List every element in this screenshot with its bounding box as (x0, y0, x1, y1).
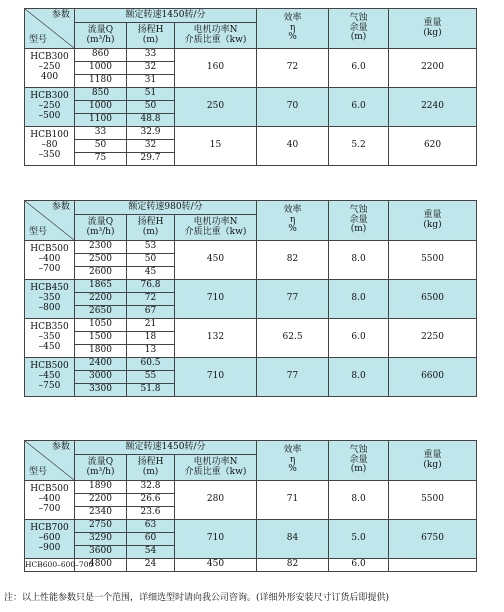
model-label: 型号 (29, 467, 48, 478)
model-cell: HCB500 –400 –700 (25, 241, 75, 280)
eff-cell: 82 (257, 559, 329, 572)
head-cell: 32.8 (127, 481, 175, 494)
npsh-cell: 5.0 (329, 520, 389, 559)
head-cell: 24 (127, 559, 175, 572)
model-cell: HCB300 –250 –500 (25, 88, 75, 127)
eff-header: 效率 η % (257, 441, 329, 481)
flow-cell: 2650 (75, 306, 127, 319)
power-cell: 710 (175, 280, 257, 319)
flow-cell: 3000 (75, 371, 127, 384)
weight-cell: 6750 (389, 520, 477, 559)
flow-cell: 2200 (75, 494, 127, 507)
npsh-cell: 5.2 (329, 127, 389, 166)
flow-cell: 2750 (75, 520, 127, 533)
flow-header: 流量Q (m³/h) (75, 215, 127, 241)
param-label: 参数 (51, 202, 70, 212)
power-header: 电机功率N 介质比重（kw) (175, 23, 257, 49)
flow-cell: 1180 (75, 75, 127, 88)
flow-cell: 2400 (75, 358, 127, 371)
spec-table-2 (24, 200, 477, 397)
power-cell: 450 (175, 241, 257, 280)
head-cell: 23.6 (127, 507, 175, 520)
power-cell: 710 (175, 358, 257, 397)
flow-cell: 1865 (75, 280, 127, 293)
head-cell: 60.5 (127, 358, 175, 371)
head-header: 扬程H (m) (127, 215, 175, 241)
weight-cell: 5500 (389, 241, 477, 280)
head-cell: 31 (127, 75, 175, 88)
model-cell: HCB350 –350 –450 (25, 319, 75, 358)
npsh-cell: 8.0 (329, 358, 389, 397)
footnote: 注：以上性能参数只是一个范围，详细选型时请向我公司咨询。(详细外形安装尺寸订货后即提供) (4, 593, 390, 603)
rated-speed: 额定转速1450转/分 (75, 441, 257, 455)
head-cell: 67 (127, 306, 175, 319)
weight-cell: 2240 (389, 88, 477, 127)
weight-header: 重量 (kg) (389, 9, 477, 49)
head-header: 扬程H (m) (127, 23, 175, 49)
flow-cell: 1890 (75, 481, 127, 494)
head-cell: 50 (127, 254, 175, 267)
head-cell: 32 (127, 62, 175, 75)
weight-cell (389, 559, 477, 572)
eff-cell: 77 (257, 280, 329, 319)
weight-cell: 6500 (389, 280, 477, 319)
head-cell: 51 (127, 88, 175, 101)
head-cell: 72 (127, 293, 175, 306)
rated-speed: 额定转速1450转/分 (75, 9, 257, 23)
weight-cell: 2250 (389, 319, 477, 358)
weight-header: 重量 (kg) (389, 201, 477, 241)
spec-table-3 (24, 440, 477, 572)
power-header: 电机功率N 介质比重（kw) (175, 215, 257, 241)
head-cell: 54 (127, 546, 175, 559)
model-cell: HCB500 –450 –750 (25, 358, 75, 397)
model-cell: HCB700 –600 –900 (25, 520, 75, 559)
weight-header: 重量 (kg) (389, 441, 477, 481)
model-cell: HCB450 –350 –800 (25, 280, 75, 319)
eff-cell: 62.5 (257, 319, 329, 358)
flow-cell: 2340 (75, 507, 127, 520)
rated-speed: 额定转速980转/分 (75, 201, 257, 215)
header-corner (25, 441, 75, 481)
flow-cell: 4800 (75, 559, 127, 572)
npsh-cell: 8.0 (329, 280, 389, 319)
model-cell: HCB100 –80 –350 (25, 127, 75, 166)
head-cell: 29.7 (127, 153, 175, 166)
power-cell: 450 (175, 559, 257, 572)
flow-cell: 50 (75, 140, 127, 153)
power-cell: 250 (175, 88, 257, 127)
header-corner (25, 201, 75, 241)
flow-cell: 2300 (75, 241, 127, 254)
npsh-cell: 8.0 (329, 481, 389, 520)
flow-cell: 1800 (75, 345, 127, 358)
npsh-cell: 6.0 (329, 49, 389, 88)
head-cell: 60 (127, 533, 175, 546)
weight-cell: 2200 (389, 49, 477, 88)
flow-header: 流量Q (m³/h) (75, 23, 127, 49)
flow-cell: 860 (75, 49, 127, 62)
flow-cell: 33 (75, 127, 127, 140)
head-cell: 21 (127, 319, 175, 332)
npsh-header: 气蚀 余量 (m) (329, 441, 389, 481)
model-label: 型号 (29, 35, 48, 46)
npsh-header: 气蚀 余量 (m) (329, 201, 389, 241)
model-cell: HCB300 –250 400 (25, 49, 75, 88)
head-cell: 63 (127, 520, 175, 533)
head-cell: 53 (127, 241, 175, 254)
flow-cell: 2200 (75, 293, 127, 306)
spec-table-1 (24, 8, 477, 166)
flow-cell: 3600 (75, 546, 127, 559)
weight-cell: 620 (389, 127, 477, 166)
flow-cell: 1050 (75, 319, 127, 332)
flow-cell: 1500 (75, 332, 127, 345)
eff-cell: 71 (257, 481, 329, 520)
flow-cell: 3300 (75, 384, 127, 397)
head-cell: 55 (127, 371, 175, 384)
flow-cell: 2600 (75, 267, 127, 280)
head-cell: 50 (127, 101, 175, 114)
head-cell: 51.8 (127, 384, 175, 397)
power-cell: 132 (175, 319, 257, 358)
power-cell: 160 (175, 49, 257, 88)
power-cell: 280 (175, 481, 257, 520)
head-cell: 33 (127, 49, 175, 62)
head-cell: 32.9 (127, 127, 175, 140)
header-corner (25, 9, 75, 49)
power-header: 电机功率N 介质比重（kw) (175, 455, 257, 481)
head-cell: 45 (127, 267, 175, 280)
weight-cell: 5500 (389, 481, 477, 520)
flow-cell: 1100 (75, 114, 127, 127)
eff-cell: 77 (257, 358, 329, 397)
flow-cell: 1000 (75, 101, 127, 114)
npsh-cell: 6.0 (329, 88, 389, 127)
flow-header: 流量Q (m³/h) (75, 455, 127, 481)
param-label: 参数 (51, 10, 70, 20)
eff-cell: 40 (257, 127, 329, 166)
head-header: 扬程H (m) (127, 455, 175, 481)
param-label: 参数 (51, 442, 70, 452)
flow-cell: 850 (75, 88, 127, 101)
model-label: 型号 (29, 227, 48, 238)
eff-cell: 84 (257, 520, 329, 559)
head-cell: 18 (127, 332, 175, 345)
model-cell: HCB500 –400 –700 (25, 481, 75, 520)
weight-cell: 6600 (389, 358, 477, 397)
npsh-cell: 6.0 (329, 559, 389, 572)
npsh-cell: 6.0 (329, 319, 389, 358)
head-cell: 32 (127, 140, 175, 153)
eff-header: 效率 η % (257, 201, 329, 241)
eff-cell: 72 (257, 49, 329, 88)
power-cell: 15 (175, 127, 257, 166)
head-cell: 13 (127, 345, 175, 358)
eff-header: 效率 η % (257, 9, 329, 49)
model-cell: HCB600–600–700 (25, 559, 75, 572)
npsh-header: 气蚀 余量 (m) (329, 9, 389, 49)
flow-cell: 1000 (75, 62, 127, 75)
eff-cell: 82 (257, 241, 329, 280)
head-cell: 26.6 (127, 494, 175, 507)
flow-cell: 75 (75, 153, 127, 166)
eff-cell: 70 (257, 88, 329, 127)
npsh-cell: 8.0 (329, 241, 389, 280)
flow-cell: 3290 (75, 533, 127, 546)
power-cell: 710 (175, 520, 257, 559)
head-cell: 76.8 (127, 280, 175, 293)
flow-cell: 2500 (75, 254, 127, 267)
head-cell: 48.8 (127, 114, 175, 127)
